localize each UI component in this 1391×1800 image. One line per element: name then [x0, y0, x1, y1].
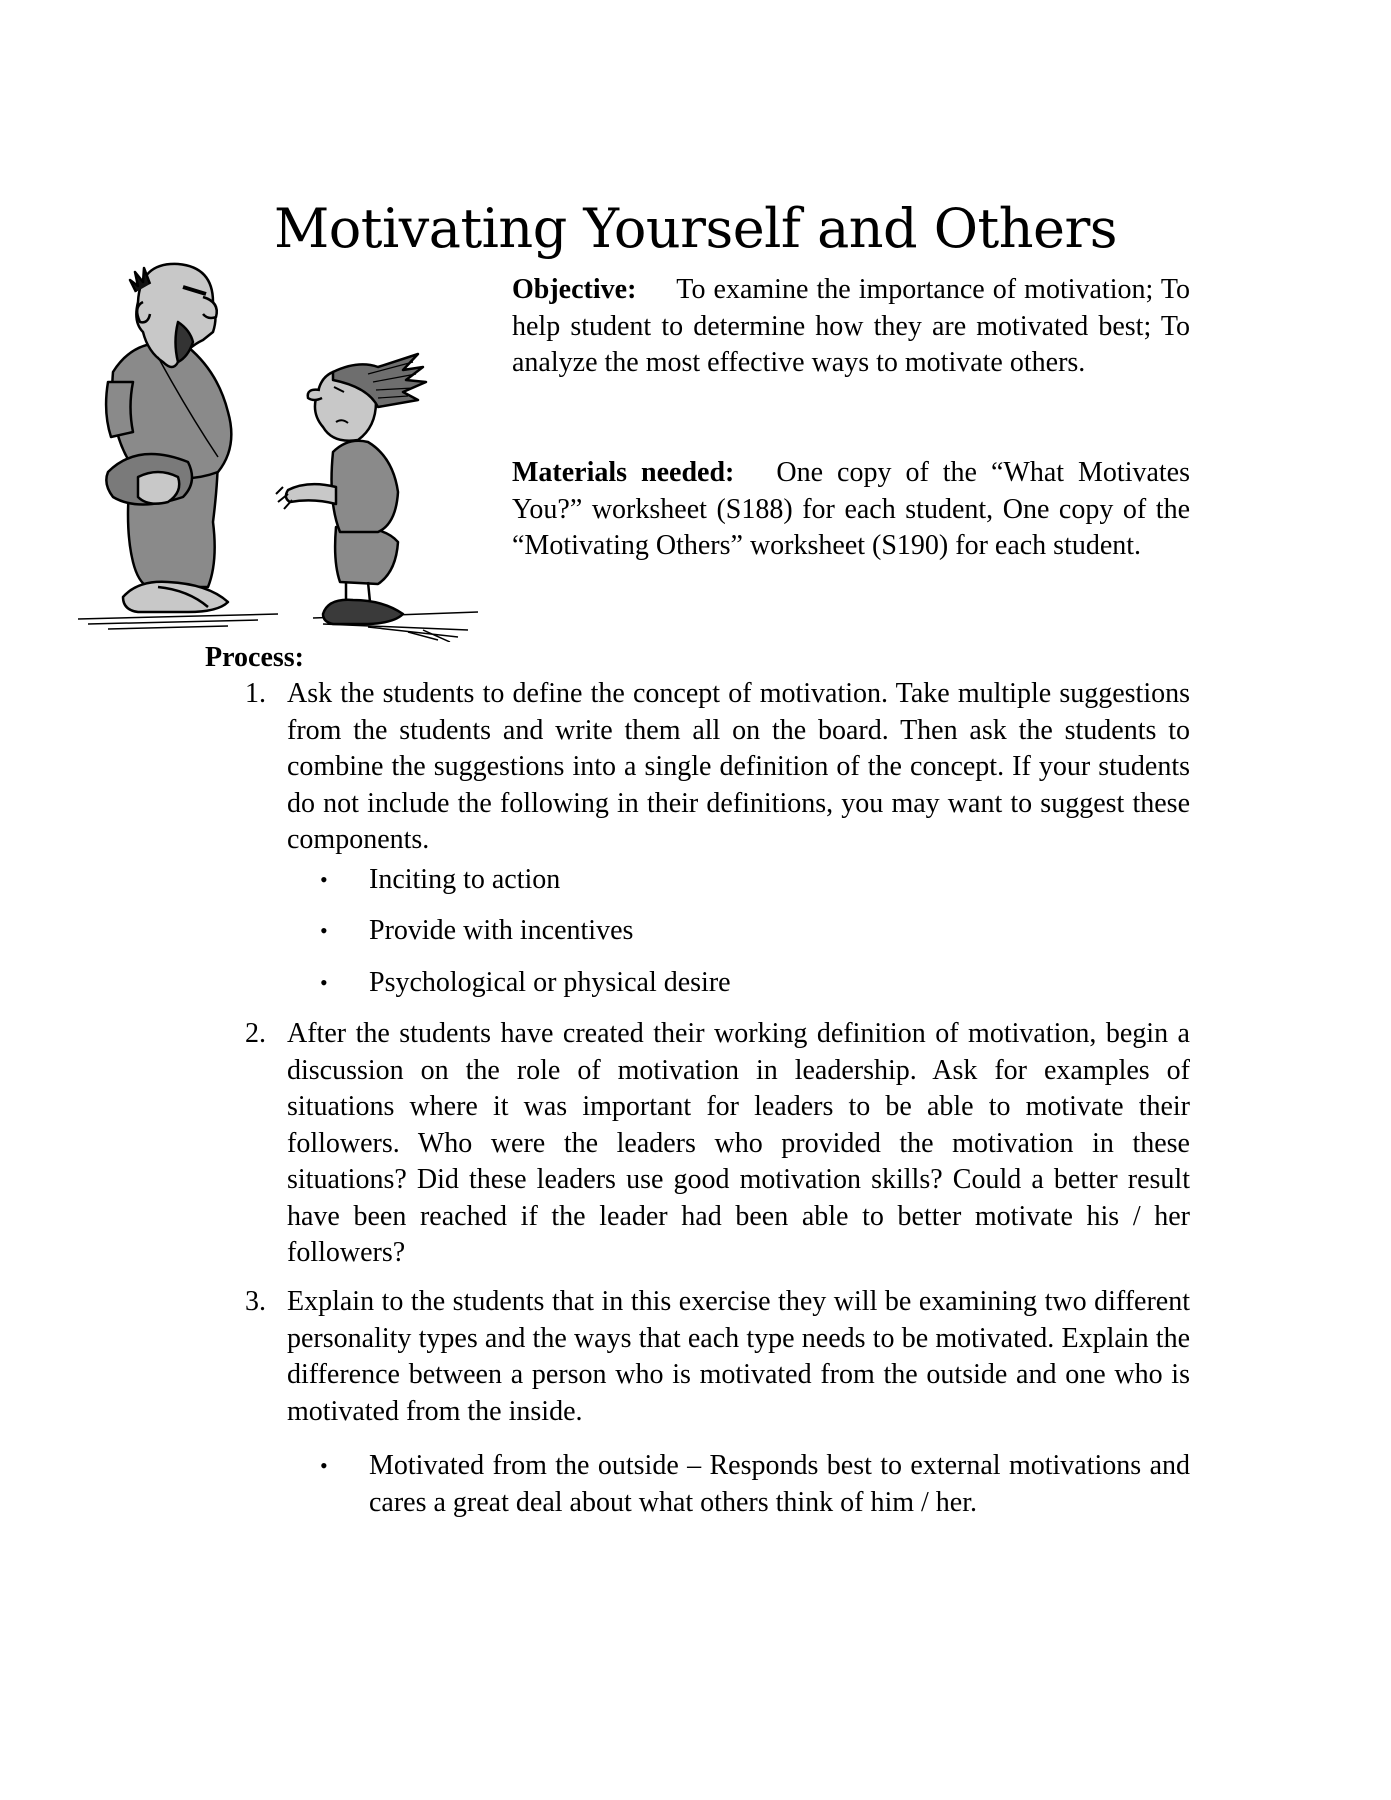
bullet-item: [320, 862, 1190, 899]
bullet-icon: •: [320, 867, 328, 892]
materials-paragraph: [512, 455, 1190, 565]
bullet-icon: •: [320, 918, 328, 943]
page-title: Motivating Yourself and Others: [273, 197, 1118, 261]
step-text: Ask the students to define the concept of motivation. Take multiple suggestions from the students and write them all on the board. Then ask the students to combine the suggestions into a single definition of the concept. If your students do not include the following in their definitions, you may want to suggest these components.: [287, 678, 1190, 855]
process-step-3: [245, 1284, 1190, 1430]
materials-label: Materials needed:: [512, 457, 735, 488]
objective-label: Objective:: [512, 274, 637, 305]
step-text: After the students have created their working definition of motivation, begin a discussion on the role of motivation in leadership. Ask for examples of situations where it was important for leaders to be able to motivate their followers. Who were the leaders who provided the motivation in these situations? Did these leaders use good motivation skills? Could a better result have been reached if the leader had been able to better motivate his / her followers?: [287, 1018, 1190, 1268]
step-number: 2.: [245, 1018, 266, 1049]
bullet-item: [320, 1448, 1190, 1521]
objective-text: To examine the importance of motivation; To help student to determine how they are motivated best; To analyze the most effective ways to motivate others.: [512, 274, 1190, 378]
bullet-text: Psychological or physical desire: [369, 967, 731, 998]
process-step-2: [245, 1016, 1190, 1272]
bullet-item: [320, 965, 1190, 1002]
bullet-text: Provide with incentives: [369, 915, 634, 946]
process-step-1: [245, 676, 1190, 859]
bullet-icon: •: [320, 970, 328, 995]
step-text: Explain to the students that in this exercise they will be examining two different personality types and the ways that each type needs to be motivated. Explain the difference between a person who is motivated from the outside and one who is motivated from the inside.: [287, 1286, 1190, 1427]
process-heading: Process:: [205, 642, 304, 673]
step-number: 1.: [245, 678, 266, 709]
materials-text: One copy of the “What Motivates You?” worksheet (S188) for each student, One copy of the “Motivating Others” worksheet (S190) for each student.: [512, 457, 1191, 561]
bullet-text: Inciting to action: [369, 864, 561, 895]
objective-paragraph: [512, 272, 1190, 382]
bullet-item: [320, 913, 1190, 950]
bullet-text: Motivated from the outside – Responds best to external motivations and cares a great deal about what others think of him / her.: [369, 1450, 1190, 1518]
coach-yelling-at-boy-illustration: [78, 262, 498, 642]
step-number: 3.: [245, 1286, 266, 1317]
bullet-icon: •: [320, 1453, 328, 1478]
